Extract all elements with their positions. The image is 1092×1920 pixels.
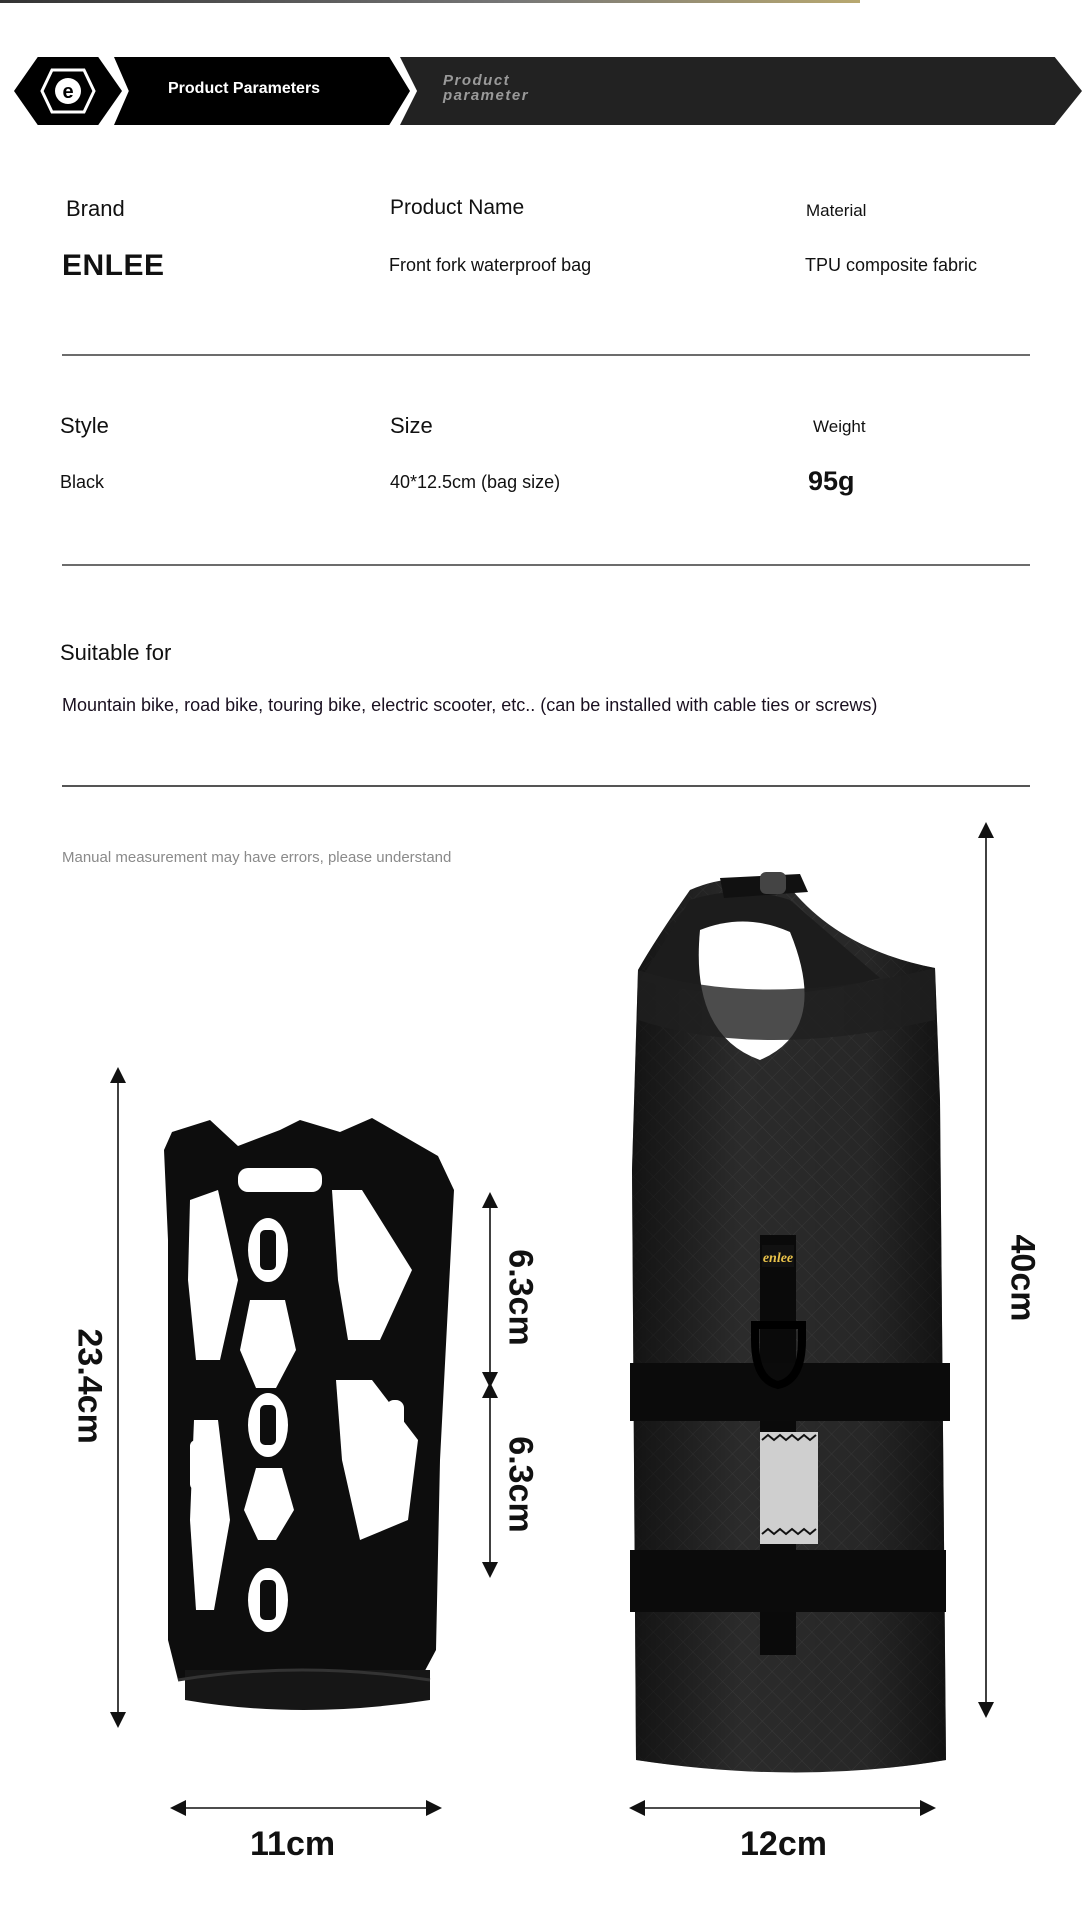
- brand-value: ENLEE: [62, 249, 165, 282]
- measurement-note: Manual measurement may have errors, please understand: [62, 849, 452, 866]
- size-label: Size: [390, 413, 433, 438]
- style-label: Style: [60, 413, 109, 438]
- page-title: Product Parameters: [168, 80, 321, 97]
- product-illustration: [0, 820, 1092, 1920]
- divider-2: [62, 564, 1030, 566]
- bag-logo: enlee: [762, 1251, 794, 1266]
- material-value: TPU composite fabric: [805, 255, 978, 275]
- bag-image: [630, 872, 950, 1773]
- cage-image: [164, 1118, 454, 1710]
- subtitle-line1: Product: [443, 72, 511, 89]
- suitable-label: Suitable for: [60, 640, 172, 665]
- slot-gap-bottom-label: 6.3cm: [501, 1436, 540, 1533]
- cage-height-label: 23.4cm: [70, 1328, 109, 1444]
- suitable-value: Mountain bike, road bike, touring bike, electric scooter, etc.. (can be installed with cable ties or screws): [62, 695, 878, 715]
- style-value: Black: [60, 472, 105, 492]
- material-label: Material: [806, 201, 867, 220]
- weight-label: Weight: [813, 417, 866, 436]
- top-stripe: [0, 0, 860, 3]
- brand-logo-icon: [38, 66, 98, 116]
- subtitle: [443, 73, 643, 103]
- product-name-value: Front fork waterproof bag: [389, 255, 592, 275]
- size-value: 40*12.5cm (bag size): [390, 472, 561, 492]
- bag-height-label: 40cm: [1003, 1234, 1042, 1322]
- divider-1: [62, 354, 1030, 356]
- weight-value: 95g: [808, 466, 855, 496]
- divider-3: [62, 785, 1030, 787]
- subtitle-line2: parameter: [443, 87, 530, 104]
- logo-letter: e: [62, 81, 74, 103]
- slot-gap-top-label: 6.3cm: [501, 1249, 540, 1346]
- product-name-label: Product Name: [390, 196, 525, 219]
- bag-width-label: 12cm: [740, 1825, 827, 1863]
- brand-label: Brand: [66, 196, 125, 221]
- cage-width-label: 11cm: [250, 1825, 336, 1863]
